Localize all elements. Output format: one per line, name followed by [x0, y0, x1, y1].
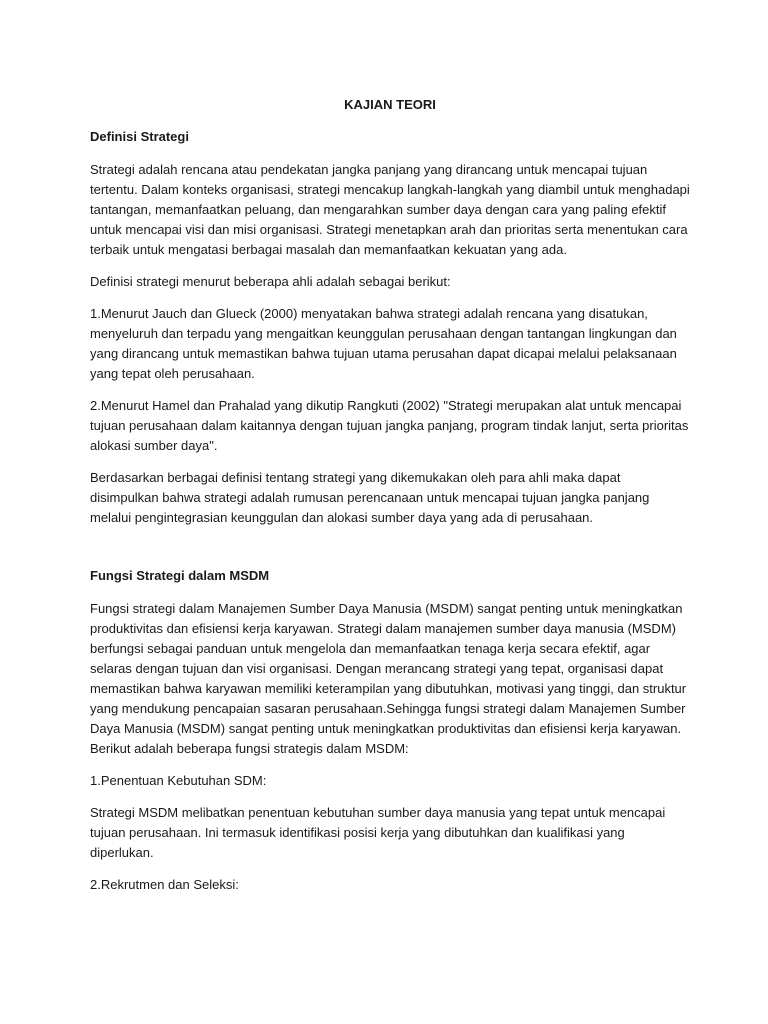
section-heading-fungsi-strategi: Fungsi Strategi dalam MSDM [90, 568, 270, 583]
paragraph: Strategi MSDM melibatkan penentuan kebutuhan sumber daya manusia yang tepat untuk mencapai tujuan perusahaan. Ini termasuk identifikasi posisi kerja yang dibutuhkan dan kualifikasi yang diperlukan. [90, 805, 666, 860]
document-page [90, 95, 690, 907]
paragraph: Fungsi strategi dalam Manajemen Sumber Daya Manusia (MSDM) sangat penting untuk meningkatkan produktivitas dan efisiensi kerja karyawan. Strategi dalam manajemen sumber daya manusia (MSDM) berfungsi sebagai panduan untuk mengelola dan memanfaatkan tenaga kerja secara efektif, agar selaras dengan tujuan dan visi organisasi. Dengan merancang strategi yang tepat, organisasi dapat memastikan bahwa karyawan memiliki keterampilan yang dibutuhkan, motivasi yang tinggi, dan struktur yang mendukung pencapaian sasaran perusahaan.Sehingga fungsi strategi dalam Manajemen Sumber Daya Manusia (MSDM) sangat penting untuk meningkatkan produktivitas dan efisiensi kerja karyawan. [90, 601, 687, 736]
document-title: KAJIAN TEORI [344, 97, 436, 112]
list-item-heading: 2.Rekrutmen dan Seleksi: [90, 877, 239, 892]
paragraph: 1.Menurut Jauch dan Glueck (2000) menyatakan bahwa strategi adalah rencana yang disatukan, menyeluruh dan terpadu yang mengaitkan keunggulan perusahaan dengan tantangan lingkungan dan yang dirancang untuk memastikan bahwa tujuan utama perusahan dapat dicapai melalui pelaksanaan yang tepat oleh perusahaan. [90, 306, 677, 381]
paragraph: Strategi adalah rencana atau pendekatan jangka panjang yang dirancang untuk mencapai tujuan tertentu. Dalam konteks organisasi, strategi mencakup langkah-langkah yang diambil untuk menghadapi tantangan, memanfaatkan peluang, dan mengarahkan sumber daya dengan cara yang paling efektif untuk mencapai visi dan misi organisasi. Strategi menetapkan arah dan prioritas serta menentukan cara terbaik untuk mengatasi berbagai masalah dan memanfaatkan kekuatan yang ada. [90, 162, 690, 257]
section-gap [90, 540, 690, 566]
paragraph: Berdasarkan berbagai definisi tentang strategi yang dikemukakan oleh para ahli maka dapat disimpulkan bahwa strategi adalah rumusan perencanaan untuk mencapai tujuan jangka panjang melalui pengintegrasian keunggulan dan alokasi sumber daya yang ada di perusahaan. [90, 470, 650, 525]
paragraph: Berikut adalah beberapa fungsi strategis dalam MSDM: [90, 741, 409, 756]
section-heading-definisi-strategi: Definisi Strategi [90, 129, 189, 144]
list-item-heading: 1.Penentuan Kebutuhan SDM: [90, 773, 267, 788]
paragraph: 2.Menurut Hamel dan Prahalad yang dikutip Rangkuti (2002) "Strategi merupakan alat untuk mencapai tujuan perusahaan dalam kaitannya dengan tujuan jangka panjang, program tindak lanjut, serta prioritas alokasi sumber daya". [90, 398, 689, 453]
paragraph: Definisi strategi menurut beberapa ahli adalah sebagai berikut: [90, 274, 451, 289]
